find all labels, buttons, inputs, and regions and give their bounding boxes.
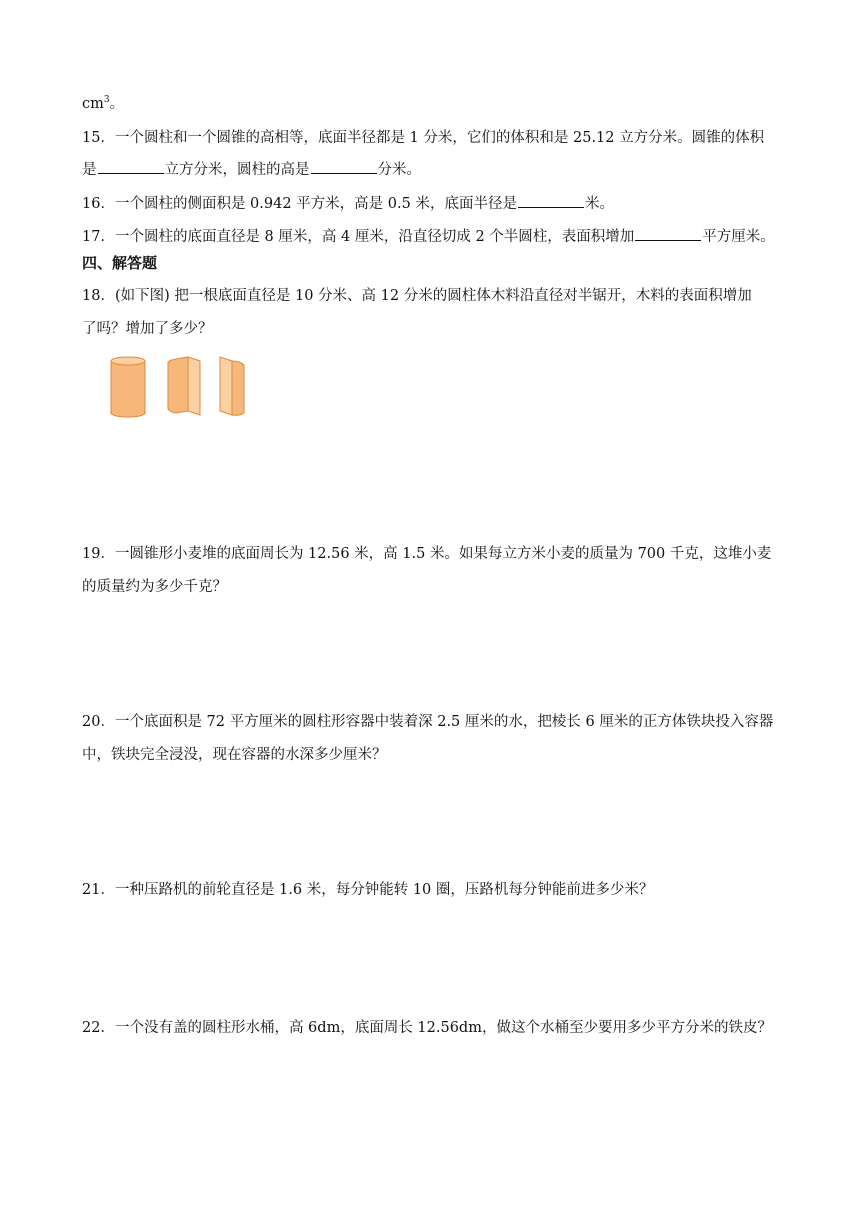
- unit-tail: 。: [109, 96, 125, 112]
- q17-text-b: 平方厘米。: [702, 229, 775, 245]
- q15-text-a: 是: [82, 162, 97, 178]
- question-19-line-1: 19．一圆锥形小麦堆的底面周长为 12.56 米，高 1.5 米。如果每立方米小麦的质量为 700 千克，这堆小麦: [82, 546, 772, 562]
- question-19-line-2: 的质量约为多少千克？: [82, 579, 227, 595]
- question-21: 21．一种压路机的前轮直径是 1.6 米，每分钟能转 10 圈，压路机每分钟能前进多少米？: [82, 882, 654, 898]
- question-15-line-1: 15．一个圆柱和一个圆锥的高相等，底面半径都是 1 分米，它们的体积和是 25.12 立方分米。圆锥的体积: [82, 130, 765, 146]
- q16-text-a: 16．一个圆柱的侧面积是 0.942 平方米，高是 0.5 米，底面半径是: [82, 196, 517, 212]
- answer-blank[interactable]: [635, 227, 701, 241]
- answer-blank[interactable]: [311, 160, 377, 174]
- q16-text-b: 米。: [584, 196, 614, 212]
- question-18-line-1: 18．(如下图) 把一根底面直径是 10 分米、高 12 分米的圆柱体木料沿直径对半锯开，木料的表面积增加: [82, 288, 752, 304]
- q17-text-a: 17．一个圆柱的底面直径是 8 厘米，高 4 厘米，沿直径切成 2 个半圆柱，表面积增加: [82, 229, 635, 245]
- question-16: [82, 192, 614, 213]
- section-title: 四、解答题: [82, 254, 158, 272]
- question-22: 22．一个没有盖的圆柱形水桶，高 6dm，底面周长 12.56dm，做这个水桶至少要用多少平方分米的铁皮？: [82, 1020, 772, 1036]
- question-20-line-1: 20．一个底面积是 72 平方厘米的圆柱形容器中装着深 2.5 厘米的水，把棱长 6 厘米的正方体铁块投入容器: [82, 714, 774, 730]
- unit-text: cm: [82, 96, 104, 112]
- whole-cylinder-illustration: [111, 357, 145, 417]
- unit-superscript: 3: [103, 95, 110, 106]
- question-17: [82, 225, 775, 246]
- question-18-line-2: 了吗？增加了多少？: [82, 321, 213, 337]
- answer-blank[interactable]: [518, 194, 584, 208]
- half-cylinder-right-illustration: [220, 357, 244, 415]
- question-15-line-2: [82, 158, 421, 179]
- question-20-line-2: 中，铁块完全浸没，现在容器的水深多少厘米？: [82, 747, 387, 763]
- q15-text-b: 立方分米，圆柱的高是: [164, 162, 310, 178]
- answer-blank[interactable]: [98, 160, 164, 174]
- q15-text-c: 分米。: [377, 162, 421, 178]
- cylinder-figure: [108, 355, 258, 423]
- top-fragment: [82, 92, 124, 113]
- half-cylinder-left-illustration: [168, 357, 200, 415]
